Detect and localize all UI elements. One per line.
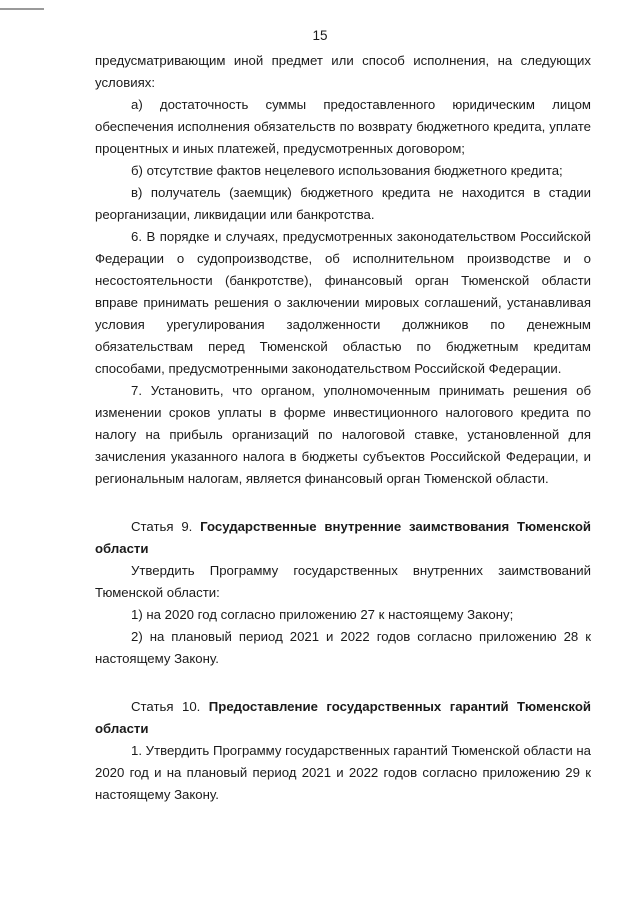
article-9-prefix: Статья 9. bbox=[131, 519, 201, 534]
page-number: 15 bbox=[312, 28, 328, 43]
paragraph-condition-b: б) отсутствие фактов нецелевого использования бюджетного кредита; bbox=[131, 163, 563, 178]
article-10-prefix: Статья 10. bbox=[131, 699, 209, 714]
article-9-item-2: 2) на плановый период 2021 и 2022 годов согласно приложению 28 к настоящему Закону. bbox=[95, 629, 591, 666]
document-body bbox=[95, 50, 591, 806]
article-10-heading bbox=[95, 696, 591, 740]
article-9-paragraph-1: Утвердить Программу государственных внутренних заимствований Тюменской области: bbox=[95, 563, 591, 600]
article-10-title: Предоставление государственных гарантий Тюменской области bbox=[95, 699, 591, 736]
article-9-heading bbox=[95, 516, 591, 560]
article-9-title: Государственные внутренние заимствования Тюменской области bbox=[95, 519, 591, 556]
article-10-paragraph-1: 1. Утвердить Программу государственных гарантий Тюменской области на 2020 год и на плановый период 2021 и 2022 годов согласно приложению 29 к настоящему Закону. bbox=[95, 743, 591, 802]
scan-edge-mark bbox=[0, 8, 44, 10]
article-9-item-1: 1) на 2020 год согласно приложению 27 к настоящему Закону; bbox=[131, 607, 514, 622]
paragraph-condition-c: в) получатель (заемщик) бюджетного кредита не находится в стадии реорганизации, ликвидации или банкротства. bbox=[95, 185, 591, 222]
paragraph-continuation: предусматривающим иной предмет или способ исполнения, на следующих условиях: bbox=[95, 53, 591, 90]
paragraph-item-7: 7. Установить, что органом, уполномоченным принимать решения об изменении сроков уплаты в форме инвестиционного налогового кредита по налогу на прибыль организаций по налоговой ставке, установленной для зачисления указанного налога в бюджеты субъектов Российской Федерации, и региональным налогам, является финансовый орган Тюменской области. bbox=[95, 383, 591, 486]
paragraph-condition-a: а) достаточность суммы предоставленного юридическим лицом обеспечения исполнения обязательств по возврату бюджетного кредита, уплате процентных и иных платежей, предусмотренных договором; bbox=[95, 97, 591, 156]
paragraph-item-6: 6. В порядке и случаях, предусмотренных законодательством Российской Федерации о судопроизводстве, об исполнительном производстве и о несостоятельности (банкротстве), финансовый орган Тюменской области вправе принимать решения о заключении мировых соглашений, устанавливая условия урегулирования задолженности должников по денежным обязательствам перед Тюменской областью по бюджетным кредитам способами, предусмотренными законодательством Российской Федерации. bbox=[95, 229, 591, 376]
